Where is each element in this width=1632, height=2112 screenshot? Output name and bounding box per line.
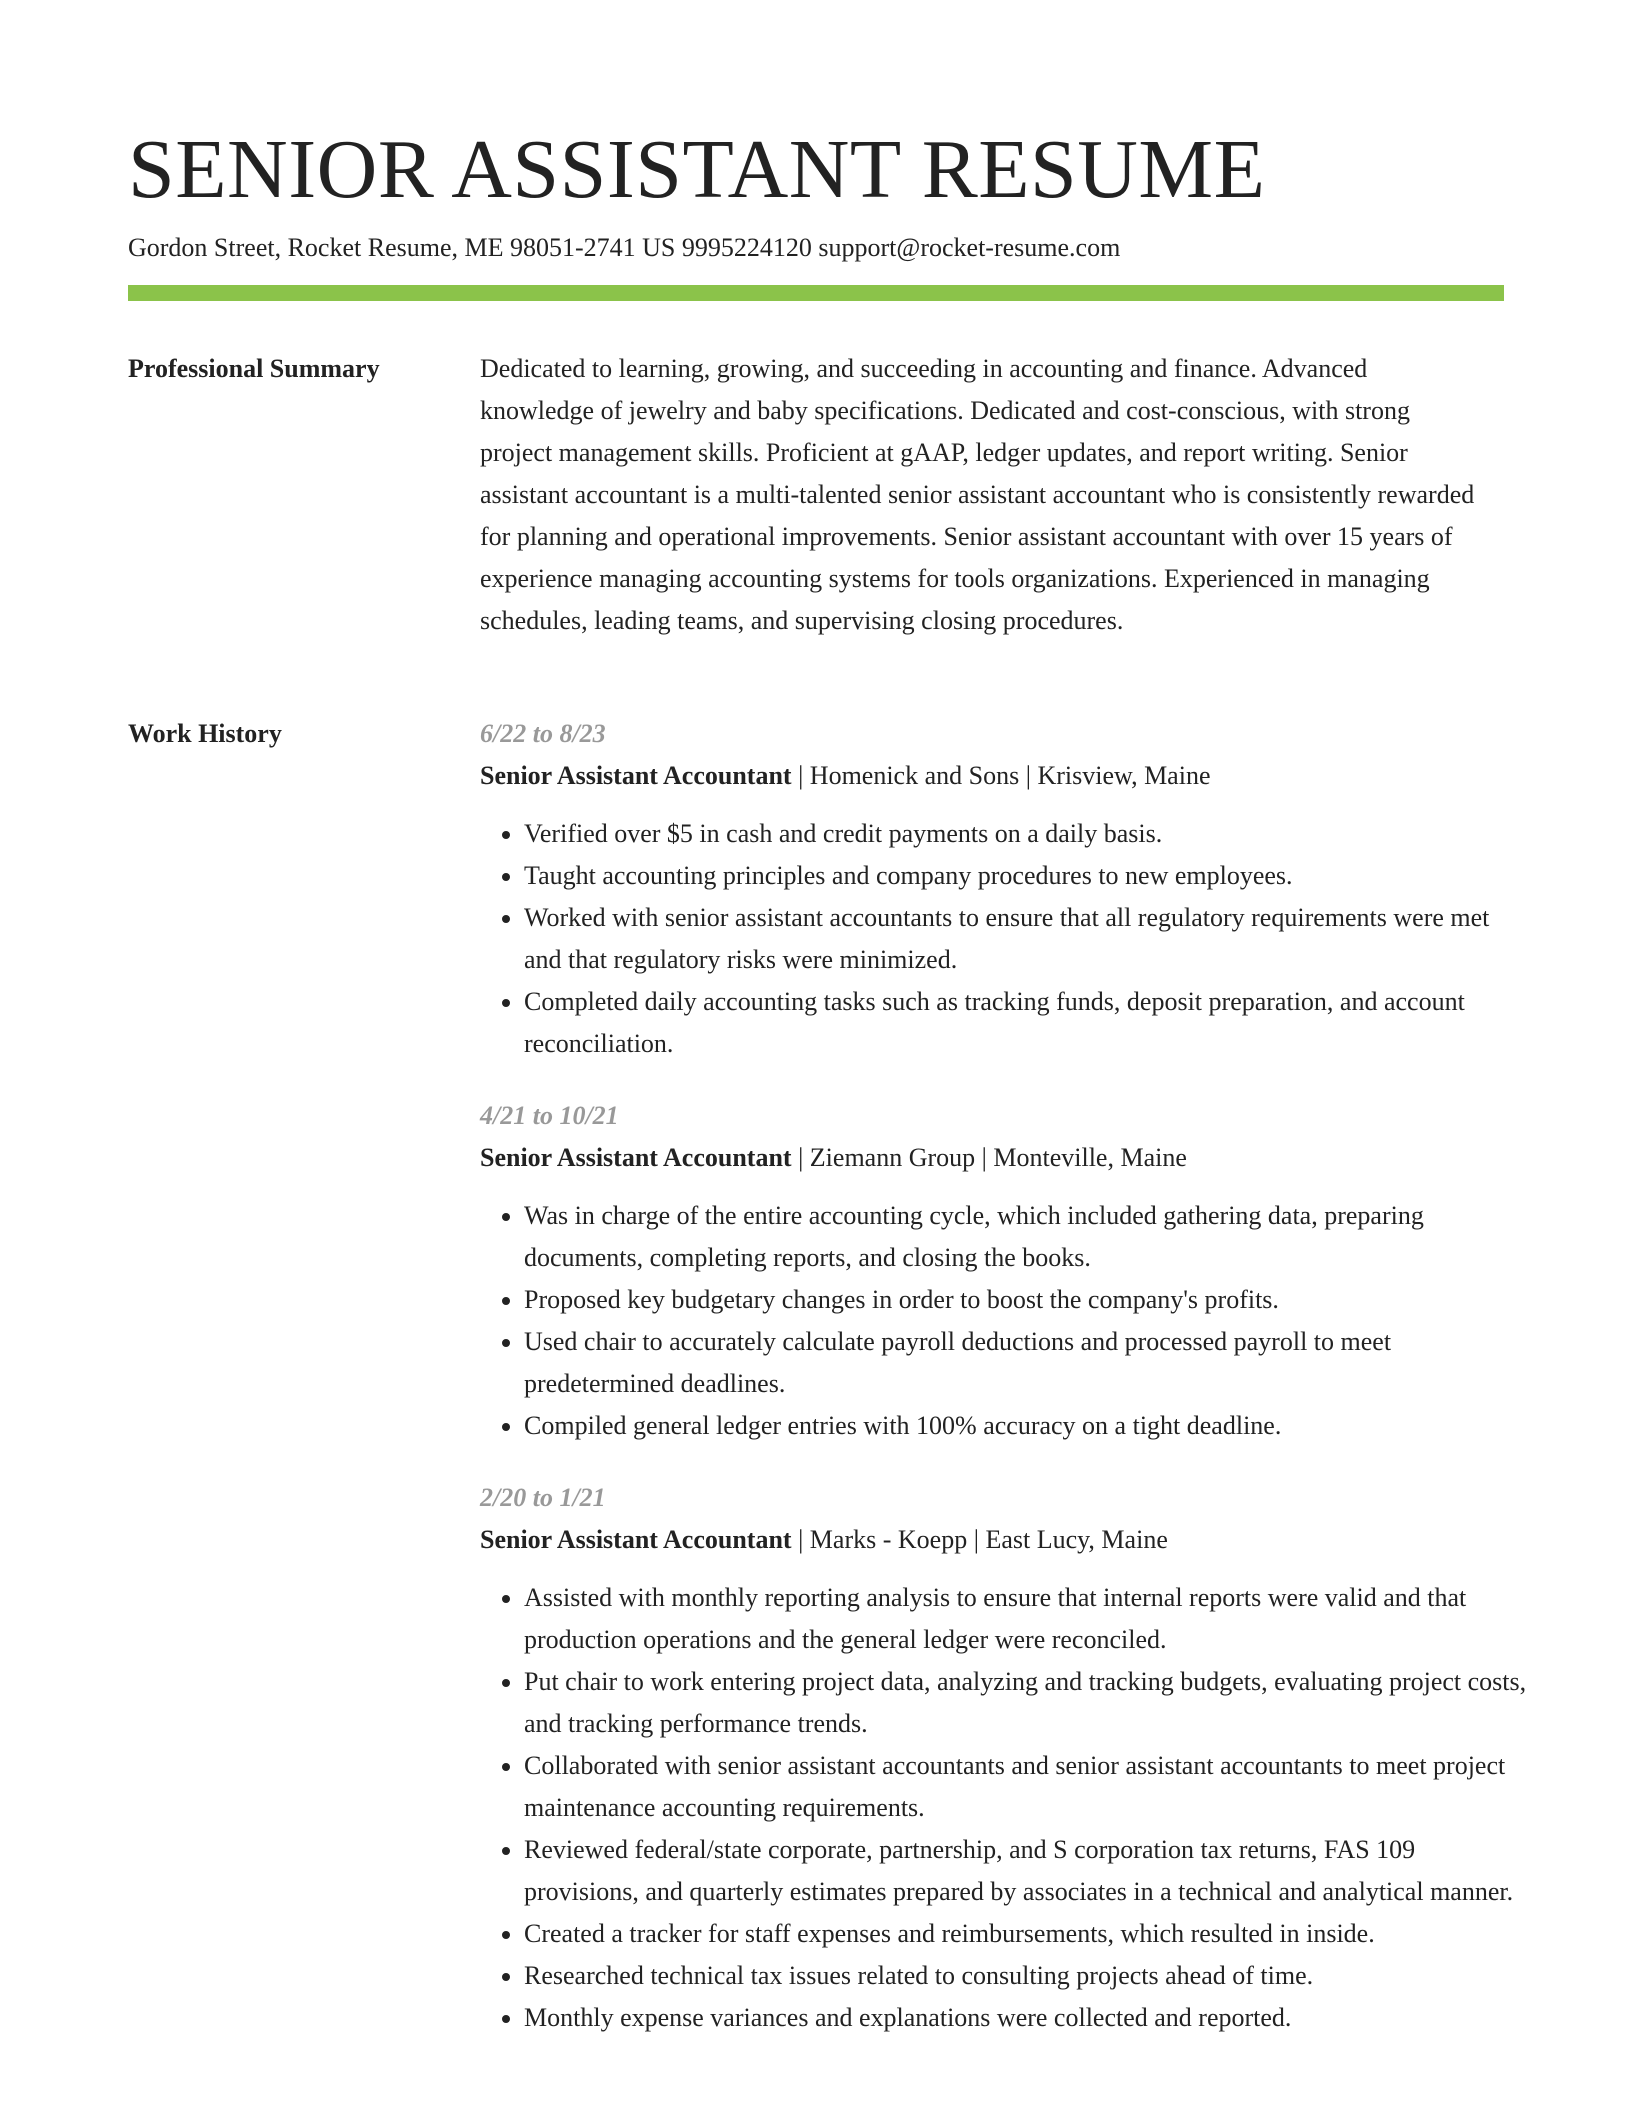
job-bullet: • Used chair to accurately calculate payroll deductions and processed payroll to meet predetermined deadlines. bbox=[524, 1321, 1530, 1405]
work-history-body bbox=[480, 713, 1630, 2069]
header-divider bbox=[128, 285, 1504, 301]
job-bullet: • Created a tracker for staff expenses and reimbursements, which resulted in inside. bbox=[524, 1913, 1530, 1955]
job-bullet-list bbox=[480, 1195, 1530, 1447]
job-entry bbox=[480, 1477, 1630, 2039]
job-bullet: • Taught accounting principles and company procedures to new employees. bbox=[524, 855, 1530, 897]
job-location: Krisview, Maine bbox=[1037, 761, 1211, 790]
job-separator: | bbox=[798, 1143, 810, 1172]
job-bullet: • Proposed key budgetary changes in order to boost the company's profits. bbox=[524, 1279, 1530, 1321]
job-separator: | bbox=[1025, 761, 1038, 790]
job-bullet: • Completed daily accounting tasks such as tracking funds, deposit preparation, and account reconciliation. bbox=[524, 981, 1530, 1065]
job-company: Homenick and Sons bbox=[809, 761, 1020, 790]
job-location: East Lucy, Maine bbox=[985, 1525, 1168, 1554]
job-bullet: • Collaborated with senior assistant accountants and senior assistant accountants to meet project maintenance accounting requirements. bbox=[524, 1745, 1530, 1829]
job-bullet: • Reviewed federal/state corporate, partnership, and S corporation tax returns, FAS 109 provisions, and quarterly estimates prepared by associates in a technical and analytical manner. bbox=[524, 1829, 1530, 1913]
contact-phone: 9995224120 bbox=[681, 233, 812, 262]
job-entry bbox=[480, 1095, 1630, 1447]
job-title: Senior Assistant Accountant bbox=[480, 1525, 792, 1554]
job-bullet-list bbox=[480, 1577, 1530, 2039]
job-location: Monteville, Maine bbox=[993, 1143, 1187, 1172]
job-bullet: • Verified over $5 in cash and credit payments on a daily basis. bbox=[524, 813, 1530, 855]
job-dates: 2/20 to 1/21 bbox=[480, 1483, 606, 1512]
job-bullet-list bbox=[480, 813, 1530, 1065]
job-entry bbox=[480, 713, 1630, 1065]
job-title-line bbox=[480, 755, 1630, 797]
job-bullet: • Worked with senior assistant accountants to ensure that all regulatory requirements were met and that regulatory risks were minimized. bbox=[524, 897, 1530, 981]
job-bullet: • Researched technical tax issues related to consulting projects ahead of time. bbox=[524, 1955, 1530, 1997]
summary-text: Dedicated to learning, growing, and succeeding in accounting and finance. Advanced knowledge of jewelry and baby specifications. Dedicated and cost-conscious, with strong project management skills. Proficient at gAAP, ledger updates, and report writing. Senior assistant accountant is a multi-talented senior assistant accountant who is consistently rewarded for planning and operational improvements. Senior assistant accountant with over 15 years of experience managing accounting systems for tools organizations. Experienced in managing schedules, leading teams, and supervising closing procedures. bbox=[480, 354, 1475, 635]
job-company: Marks - Koepp bbox=[809, 1525, 968, 1554]
contact-address: Gordon Street, Rocket Resume, ME 98051-2741 US bbox=[128, 233, 676, 262]
job-separator: | bbox=[798, 761, 810, 790]
job-title: Senior Assistant Accountant bbox=[480, 761, 792, 790]
work-history-label: Work History bbox=[128, 719, 282, 748]
job-separator: | bbox=[973, 1525, 986, 1554]
job-bullet: • Was in charge of the entire accounting cycle, which included gathering data, preparing documents, completing reports, and closing the books. bbox=[524, 1195, 1530, 1279]
resume-title: SENIOR ASSISTANT RESUME bbox=[128, 123, 1266, 216]
job-company: Ziemann Group bbox=[809, 1143, 976, 1172]
job-separator: | bbox=[798, 1525, 810, 1554]
job-bullet: • Compiled general ledger entries with 100% accuracy on a tight deadline. bbox=[524, 1405, 1530, 1447]
job-bullet: • Monthly expense variances and explanations were collected and reported. bbox=[524, 1997, 1530, 2039]
contact-email: support@rocket-resume.com bbox=[818, 233, 1121, 262]
job-title: Senior Assistant Accountant bbox=[480, 1143, 792, 1172]
job-dates: 6/22 to 8/23 bbox=[480, 719, 606, 748]
summary-body bbox=[480, 348, 1630, 642]
job-bullet: • Put chair to work entering project data, analyzing and tracking budgets, evaluating project costs, and tracking performance trends. bbox=[524, 1661, 1530, 1745]
contact-line bbox=[128, 230, 1120, 266]
job-dates: 4/21 to 10/21 bbox=[480, 1101, 619, 1130]
job-separator: | bbox=[981, 1143, 994, 1172]
summary-label: Professional Summary bbox=[128, 354, 380, 383]
job-bullet: • Assisted with monthly reporting analysis to ensure that internal reports were valid and that production operations and the general ledger were reconciled. bbox=[524, 1577, 1530, 1661]
job-title-line bbox=[480, 1519, 1630, 1561]
job-title-line bbox=[480, 1137, 1630, 1179]
